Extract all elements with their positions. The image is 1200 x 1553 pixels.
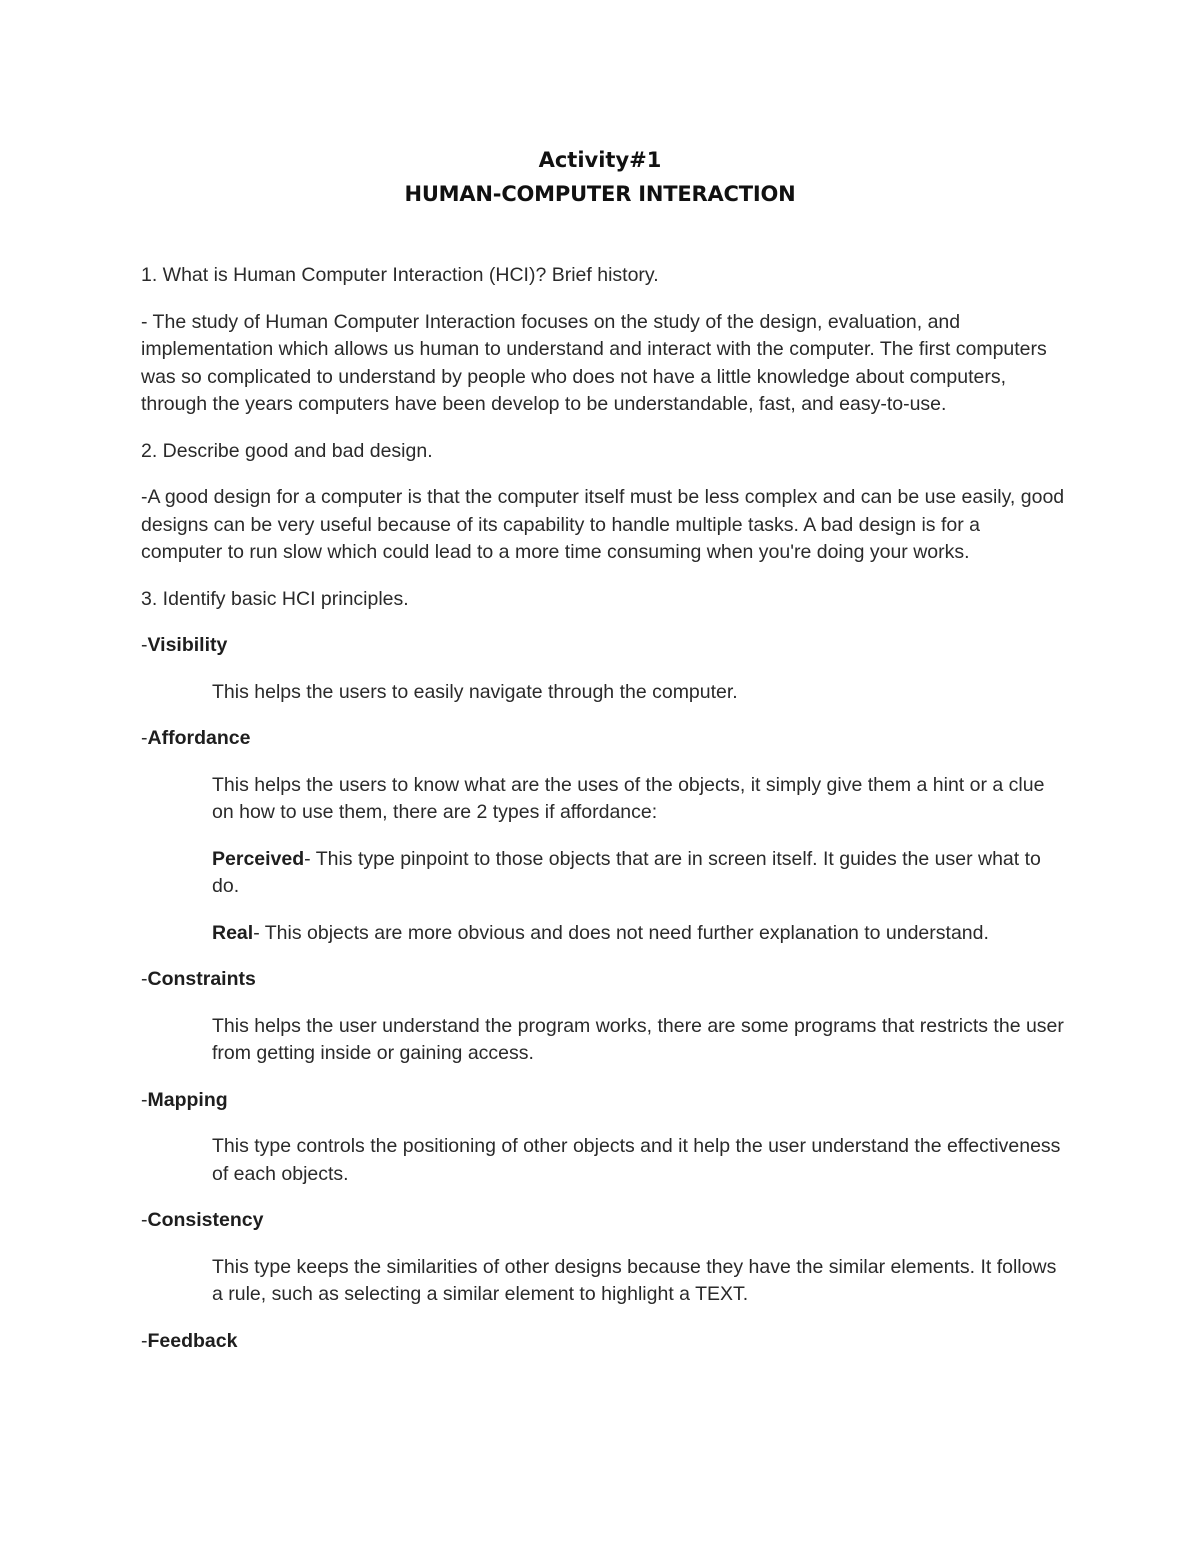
principle-description-mapping: This type controls the positioning of other objects and it help the user understand the effectiveness of each objects. bbox=[212, 1135, 1061, 1185]
principle-heading-consistency bbox=[141, 1207, 1066, 1235]
principle-name-affordance: Affordance bbox=[147, 727, 251, 749]
document-body bbox=[141, 262, 1066, 1374]
principle-description-visibility: This helps the users to easily navigate through the computer. bbox=[212, 680, 738, 703]
principle-name-mapping: Mapping bbox=[147, 1088, 228, 1111]
principle-prefix: - bbox=[141, 727, 148, 749]
principle-name-feedback: Feedback bbox=[147, 1329, 238, 1352]
answer-1: - The study of Human Computer Interaction focuses on the study of the design, evaluation, and implementation which allows us human to understand and interact with the computer. The first computers was so complicated to understand by people who does not have a little knowledge about computers, through the years computers have been develop to be understandable, fast, and easy-to-use. bbox=[141, 310, 1047, 415]
document-title: Activity#1 bbox=[538, 148, 662, 172]
perceived-text: - This type pinpoint to those objects that are in screen itself. It guides the user what to do. bbox=[212, 847, 1041, 897]
principle-name-constraints: Constraints bbox=[147, 968, 256, 990]
title-block bbox=[0, 143, 1200, 211]
answer-2: -A good design for a computer is that the computer itself must be less complex and can be use easily, good designs can be very useful because of its capability to handle multiple tasks. A bad design is for a computer to run slow which could lead to a more time consuming when you're doing your works. bbox=[141, 486, 1065, 563]
principle-name-consistency: Consistency bbox=[147, 1209, 264, 1231]
principle-description-constraints: This helps the user understand the program works, there are some programs that restricts the user from getting inside or gaining access. bbox=[212, 1014, 1064, 1064]
principle-heading-mapping bbox=[141, 1087, 1066, 1115]
question-2: 2. Describe good and bad design. bbox=[141, 439, 433, 462]
principle-heading-feedback bbox=[141, 1328, 1066, 1356]
principle-heading-visibility bbox=[141, 632, 1066, 660]
question-3: 3. Identify basic HCI principles. bbox=[141, 587, 409, 610]
principle-prefix: - bbox=[141, 634, 148, 656]
principle-prefix: - bbox=[141, 968, 148, 990]
principle-prefix: - bbox=[141, 1209, 148, 1231]
principle-name-visibility: Visibility bbox=[147, 634, 228, 656]
document-subtitle: HUMAN-COMPUTER INTERACTION bbox=[404, 182, 796, 206]
principle-heading-affordance bbox=[141, 725, 1066, 753]
principle-description-consistency: This type keeps the similarities of other designs because they have the similar elements. It follows a rule, such as selecting a similar element to highlight a TEXT. bbox=[212, 1255, 1057, 1305]
affordance-type-perceived bbox=[141, 846, 1066, 901]
real-term: Real bbox=[212, 921, 254, 944]
real-text: - This objects are more obvious and does not need further explanation to understand. bbox=[253, 921, 989, 944]
affordance-type-real bbox=[141, 920, 1066, 948]
principle-heading-constraints bbox=[141, 966, 1066, 994]
principle-description-affordance: This helps the users to know what are the uses of the objects, it simply give them a hint or a clue on how to use them, there are 2 types if affordance: bbox=[212, 773, 1045, 823]
question-1: 1. What is Human Computer Interaction (HCI)? Brief history. bbox=[141, 264, 659, 286]
principle-prefix: - bbox=[141, 1329, 148, 1352]
principle-prefix: - bbox=[141, 1088, 148, 1111]
perceived-term: Perceived bbox=[212, 847, 305, 870]
